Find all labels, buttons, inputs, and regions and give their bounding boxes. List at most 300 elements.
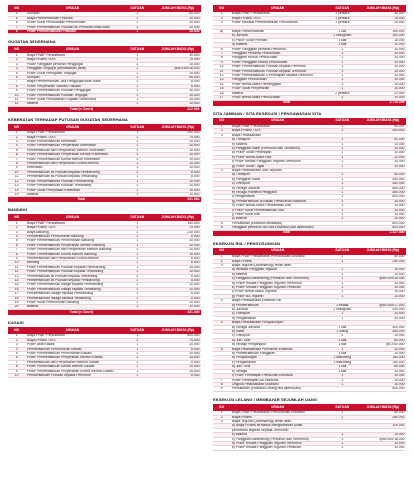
cell-jumlah: 10.000	[155, 252, 201, 256]
cell-satuan: 1	[325, 191, 360, 195]
cell-no: a)	[213, 30, 230, 34]
cell-satuan: 1	[325, 195, 360, 199]
cell-uraian: Sumpah	[25, 12, 120, 16]
cell-jumlah: 10.000	[360, 213, 406, 217]
cell-no: 6	[8, 75, 25, 79]
cell-jumlah: 8.000	[155, 257, 201, 261]
cell-uraian: Panggilan Tergugat (berdasarkan jarak)	[25, 67, 120, 71]
cell-satuan: 1	[325, 151, 360, 155]
cell-satuan: 1 perkara	[325, 16, 360, 20]
cell-satuan: 1	[120, 157, 155, 161]
cell-uraian: a) Pemberitahuan	[230, 303, 325, 307]
cell-uraian: c) Pengamanan	[230, 360, 325, 364]
cell-jumlah: 8.000	[155, 175, 201, 179]
cell-no: 3	[8, 62, 25, 66]
cell-uraian: Biaya PNBP Pendaftaran Permohonan Eksekusi	[230, 255, 325, 259]
cell-jumlah: 10.000	[155, 343, 201, 347]
cell-jumlah: 50.000	[360, 125, 406, 129]
cell-jumlah: 8.000	[155, 261, 201, 265]
cell-satuan: 1	[120, 102, 155, 106]
cell-uraian: d) Juru Tulis	[230, 338, 325, 342]
cell-satuan: 1	[325, 374, 360, 378]
cell-jumlah: 50.000	[360, 255, 406, 259]
cell-satuan: 1	[120, 184, 155, 188]
cell-jumlah: 10.000	[360, 290, 406, 294]
cell-jumlah: 8.000	[155, 347, 201, 351]
cell-uraian: PNBP Pemberitahuan Putusan kepada Pemohon	[230, 65, 325, 69]
column-header-jumlah: JUMLAH BIAYA (Rp)	[360, 118, 406, 125]
cell-jumlah: 10.000	[155, 270, 201, 274]
cell-jumlah: 10.000	[360, 352, 406, 356]
cell-uraian: c) Transport	[230, 312, 325, 316]
cell-uraian: PNBP Pemberitahuan Kontra Memori Keberatan	[25, 157, 120, 161]
cell-satuan: 1	[120, 188, 155, 192]
cell-no: 7	[8, 360, 25, 364]
cell-jumlah: 10.000	[155, 62, 201, 66]
cell-uraian: Biaya Teguran (Aanmaning) terdiri atas:	[230, 263, 325, 267]
cell-no: 17	[213, 96, 230, 100]
table-header-row	[213, 248, 406, 255]
right-column	[213, 2, 406, 480]
cell-no: 12	[8, 102, 25, 106]
cell-no: 1	[8, 221, 25, 225]
cell-uraian: Materai	[25, 305, 120, 309]
cell-jumlah: 10.000	[155, 16, 201, 20]
cell-no: 1	[8, 334, 25, 338]
cell-no: 5	[213, 221, 230, 225]
cell-satuan: 1	[120, 274, 155, 278]
cell-jumlah: 10.000	[360, 60, 406, 64]
cell-satuan: 1	[120, 373, 155, 377]
cell-satuan: 1	[325, 82, 360, 86]
cell-uraian: b) Panggilan Saksi	[230, 177, 325, 181]
cell-jumlah: 8.000	[155, 80, 201, 84]
cell-jumlah: 10.000	[155, 239, 201, 243]
cell-uraian: b) Jurusita	[230, 34, 325, 38]
cell-no: 15	[8, 192, 25, 196]
cell-uraian: PNBP Pemberitahuan Putusan kepada Termohon	[230, 69, 325, 73]
cell-uraian: PNBP Akta Kasasi	[25, 343, 120, 347]
cell-satuan: 1	[120, 226, 155, 230]
cell-uraian: Pemberitahuan Putusan kepada Pemohon	[25, 373, 120, 377]
cell-uraian: Biaya PNBP Pendaftaran	[25, 334, 120, 338]
cell-uraian: Biaya Pelaksanaan Eksekusi Riil:	[230, 299, 325, 303]
cell-jumlah: 10.000	[360, 56, 406, 60]
column-header-uraian: URAIAN	[25, 46, 120, 53]
cell-satuan	[325, 387, 360, 391]
cell-uraian: Biaya PNBP Pendaftaran	[25, 131, 120, 135]
cell-uraian: f) PNBP Berita Acara Teguran	[230, 290, 325, 294]
fee-table	[213, 118, 406, 236]
cell-no: 2	[8, 135, 25, 139]
cell-satuan: 1 kali	[325, 43, 360, 47]
cell-jumlah: 6.000	[155, 84, 201, 88]
cell-satuan: 1	[120, 248, 155, 252]
cell-satuan: 1	[325, 186, 360, 190]
cell-no: 3	[213, 21, 230, 25]
column-header-jumlah: JUMLAH BIAYA (Rp)	[155, 327, 201, 334]
cell-uraian: Panggilan Pertama Pencocokan	[230, 52, 325, 56]
cell-uraian: PNBP Pemberitahuan Inzage kepada Terbanding	[25, 287, 120, 291]
column-header-jumlah: JUMLAH BIAYA (Rp)	[360, 5, 406, 12]
cell-no: 4	[8, 12, 25, 16]
cell-no: 2	[213, 259, 230, 263]
cell-uraian: Biaya Pelaksanaan Pemulihan Eksekusi	[230, 347, 325, 351]
cell-satuan: 1	[325, 213, 360, 217]
cell-no: 11	[8, 265, 25, 269]
cell-uraian: Pemberitahuan Permohonan Kasasi	[25, 347, 120, 351]
table-row	[213, 446, 406, 450]
cell-no: 6	[8, 243, 25, 247]
column-header-satuan: SATUAN	[325, 5, 360, 12]
cell-jumlah: 60.000	[155, 75, 201, 79]
fee-table	[8, 214, 201, 315]
cell-uraian: Biaya Proses / ATK	[230, 16, 325, 20]
cell-satuan: 1	[120, 71, 155, 75]
cell-jumlah: 8.000	[155, 296, 201, 300]
cell-jumlah: 10.000	[360, 347, 406, 351]
cell-jumlah: 8.000	[155, 234, 201, 238]
cell-no: 7	[8, 157, 25, 161]
cell-satuan: 1 kali	[325, 343, 360, 347]
cell-satuan: 1	[120, 25, 155, 29]
cell-satuan: 1 perkara	[325, 12, 360, 16]
cell-uraian: Pencabutan (Eksekusi dinaikkan)	[230, 221, 325, 225]
cell-satuan: 1	[120, 89, 155, 93]
cell-satuan: 1	[120, 292, 155, 296]
cell-satuan: 1	[325, 65, 360, 69]
cell-uraian: Biaya Proses / ATK	[25, 226, 120, 230]
cell-no: 5	[8, 239, 25, 243]
cell-jumlah: 10.000	[155, 356, 201, 360]
cell-no: 4	[213, 299, 230, 303]
cell-jumlah: 10.000	[360, 21, 406, 25]
cell-jumlah: 10.000	[155, 153, 201, 157]
cell-jumlah: 250.000	[360, 259, 406, 263]
cell-jumlah: 500.000	[360, 226, 406, 230]
cell-no: 6	[8, 153, 25, 157]
cell-no: 13	[8, 274, 25, 278]
cell-satuan: 1	[325, 173, 360, 177]
cell-no: 4	[8, 234, 25, 238]
cell-jumlah: 50.000	[360, 138, 406, 142]
cell-uraian: Biaya Pemberitahuan Jika Penggugat tidak Hadir	[25, 80, 120, 84]
cell-uraian: Biaya Proses / ATK	[25, 58, 120, 62]
cell-uraian: PNBP Surat Penyerahan	[230, 87, 325, 91]
cell-satuan: 1	[120, 153, 155, 157]
column-header-satuan: SATUAN	[325, 118, 360, 125]
cell-no: 5	[8, 71, 25, 75]
cell-no: 4	[213, 169, 230, 173]
section-title: GUGATAN SEDERHANA	[8, 39, 56, 45]
cell-no: 1	[8, 53, 25, 57]
cell-no: 11	[8, 175, 25, 179]
cell-satuan: 1	[120, 234, 155, 238]
cell-uraian: PNBP Surat Pendudukan Permohonan	[25, 21, 120, 25]
cell-satuan: 1	[325, 74, 360, 78]
cell-jumlah: 250.000	[360, 129, 406, 133]
cell-uraian: f) PNBP Penetapan Pemulihan Eksekusi	[230, 374, 325, 378]
cell-no: 14	[213, 82, 230, 86]
cell-uraian: d) PNBP Relaas Panggilan Teguran Termohon	[230, 281, 325, 285]
cell-jumlah: 80.000	[360, 365, 406, 369]
cell-no: 9	[213, 60, 230, 64]
column-header-uraian: URAIAN	[230, 118, 325, 125]
cell-uraian: PNBP Surat Permohonan Banding	[25, 301, 120, 305]
cell-no: 7	[8, 80, 25, 84]
cell-jumlah: 450.000	[360, 330, 406, 334]
cell-jumlah: 10.000	[360, 87, 406, 91]
fee-table	[8, 124, 201, 203]
cell-jumlah: 125.000	[360, 424, 406, 428]
cell-jumlah: 500.000	[360, 221, 406, 225]
cell-jumlah: 150.000	[360, 356, 406, 360]
cell-uraian: g) PNBP BA Teguran	[230, 294, 325, 298]
cell-jumlah: 10.000	[360, 78, 406, 82]
total-label: Total (n Court)	[8, 106, 155, 112]
cell-satuan: 1	[120, 16, 155, 20]
cell-uraian: Panggilan Pencocokan	[230, 78, 325, 82]
cell-no: 15	[8, 283, 25, 287]
cell-no: 9	[8, 257, 25, 261]
cell-jumlah: 10.000	[155, 184, 201, 188]
cell-uraian: d) PNBP Relaas Panggilan Teguran Termohon	[230, 442, 325, 446]
column-header-jumlah: JUMLAH BIAYA (Rp)	[155, 214, 201, 221]
cell-satuan: 1	[120, 356, 155, 360]
cell-no: 1	[213, 125, 230, 129]
total-label: Total	[213, 230, 360, 236]
total-value: 1.710.000	[360, 100, 406, 106]
cell-no: 11	[8, 97, 25, 101]
cell-satuan: 1	[120, 369, 155, 373]
cell-uraian: PNBP Pemberitahuan Putusan Penggugat	[25, 89, 120, 93]
cell-uraian: Biaya Proses / ATK	[230, 129, 325, 133]
cell-jumlah: 8.000	[155, 373, 201, 377]
cell-jumlah: 10.000	[360, 160, 406, 164]
cell-jumlah: 100.000	[360, 34, 406, 38]
cell-satuan: 1	[325, 411, 360, 415]
column-header-no: NO	[8, 5, 25, 12]
cell-satuan: 1	[325, 69, 360, 73]
cell-jumlah: 10.000	[155, 89, 201, 93]
cell-jumlah: 10.000	[155, 179, 201, 183]
column-header-jumlah: JUMLAH BIAYA (Rp)	[155, 124, 201, 131]
cell-no: 12	[8, 179, 25, 183]
cell-uraian: c) Transport	[230, 182, 325, 186]
column-header-uraian: URAIAN	[230, 248, 325, 255]
cell-satuan: 1	[120, 230, 155, 234]
cell-no: 1	[213, 411, 230, 415]
cell-satuan: 1	[325, 78, 360, 82]
cell-uraian: d) Materai	[230, 43, 325, 47]
total-row	[8, 197, 201, 203]
cell-satuan: 1	[120, 93, 155, 97]
cell-no: 3	[213, 263, 230, 267]
cell-uraian: Materai	[25, 102, 120, 106]
cell-jumlah: 10.000	[360, 69, 406, 73]
cell-no: 8	[8, 162, 25, 166]
cell-jumlah: 10.000	[155, 102, 201, 106]
column-header-uraian: URAIAN	[25, 124, 120, 131]
cell-jumlah: 10.000	[360, 151, 406, 155]
cell-jumlah: 10.000	[360, 47, 406, 51]
cell-satuan: 1	[120, 287, 155, 291]
cell-jumlah: @80.000/18.000	[360, 437, 406, 441]
cell-uraian: PNBP Pemberitahuan Putusan ke Pemohon tidak hadir	[25, 25, 120, 29]
cell-jumlah: 10.000	[360, 74, 406, 78]
column-header-uraian: URAIAN	[230, 404, 325, 411]
cell-jumlah: 450.000	[360, 186, 406, 190]
cell-uraian: PNBP Pemberitahuan Penyerahan Memori Kasasi	[25, 356, 120, 360]
cell-uraian: Biaya Proses	[230, 259, 325, 263]
cell-satuan: 1	[120, 257, 155, 261]
cell-satuan: 1	[325, 272, 360, 276]
cell-uraian: e) Tenaga Pengangkut	[230, 343, 325, 347]
cell-jumlah: 10.000	[360, 164, 406, 168]
column-header-no: NO	[8, 327, 25, 334]
cell-no: 18	[8, 296, 25, 300]
cell-satuan: 1	[325, 125, 360, 129]
cell-satuan: 1	[120, 343, 155, 347]
column-header-satuan: SATUAN	[325, 248, 360, 255]
cell-uraian: e) PNBP Berita Acara Sita	[230, 155, 325, 159]
cell-no: 3	[213, 419, 230, 423]
cell-jumlah: 150.000	[155, 221, 201, 225]
cell-jumlah: 10.000	[155, 21, 201, 25]
cell-jumlah: 10.000	[155, 283, 201, 287]
cell-uraian: Biaya Proses / ATK	[25, 135, 120, 139]
cell-no: 12	[8, 270, 25, 274]
cell-jumlah: 210.000	[155, 230, 201, 234]
cell-uraian: PNBP Berita Acara Pemanggilan	[230, 82, 325, 86]
cell-uraian: d) PNBP Surat Penetapan	[230, 151, 325, 155]
cell-uraian: a) Biaya Proses termasuk menghadirkan pihak	[230, 424, 325, 428]
cell-no: 7	[213, 378, 230, 382]
cell-satuan: 1	[120, 360, 155, 364]
cell-no: 9	[8, 369, 25, 373]
cell-no: 10	[8, 373, 25, 377]
cell-satuan: 1	[325, 268, 360, 272]
cell-no: 7	[213, 52, 230, 56]
cell-uraian: d) Tenaga Jurusita	[230, 186, 325, 190]
cell-no: 2	[213, 415, 230, 419]
cell-satuan: 1	[120, 338, 155, 342]
cell-jumlah: 8.000	[155, 279, 201, 283]
total-row	[213, 100, 406, 106]
cell-satuan: 1 kali	[325, 352, 360, 356]
cell-satuan: 1	[120, 12, 155, 16]
cell-satuan: 1	[325, 312, 360, 316]
cell-jumlah: 75.000	[360, 16, 406, 20]
column-header-uraian: URAIAN	[230, 5, 325, 12]
cell-jumlah: 10.000	[360, 281, 406, 285]
column-header-satuan: SATUAN	[120, 327, 155, 334]
cell-satuan: 1	[120, 334, 155, 338]
cell-uraian: Pemberitahuan Isi Putusan kepada Terbanding	[25, 175, 120, 179]
cell-uraian: Banding	[25, 261, 120, 265]
cell-uraian: PNBP Berita Acara Pencocokan	[230, 96, 325, 100]
cell-no: 6	[8, 21, 25, 25]
cell-no: 14	[8, 188, 25, 192]
column-header-no: NO	[213, 118, 230, 125]
cell-satuan: 2 perkara	[325, 91, 360, 95]
cell-uraian: e) Tenaga Panitera Pengganti	[230, 191, 325, 195]
table-row	[8, 30, 201, 34]
cell-jumlah: 150.000	[360, 30, 406, 34]
cell-jumlah: 500.000	[360, 387, 406, 391]
cell-uraian: f) Pengamanan	[230, 195, 325, 199]
cell-jumlah: 10.000	[155, 166, 201, 170]
cell-jumlah: @1.000.000	[360, 343, 406, 347]
cell-jumlah: 10.000	[155, 25, 201, 29]
cell-no: 6	[213, 226, 230, 230]
cell-uraian: Pemberitahuan dan Penyerahan Kontra Memori	[25, 162, 120, 166]
cell-uraian: Biaya Banding	[25, 230, 120, 234]
cell-uraian: Pemberitahuan Isi Putusan kepada Pembanding	[25, 279, 120, 283]
cell-jumlah: 10.000	[360, 38, 406, 42]
cell-satuan: 1	[325, 138, 360, 142]
total-value: 421.300	[155, 309, 201, 315]
cell-uraian: k) Materai	[230, 217, 325, 221]
cell-uraian: PNBP Pemberitahuan Inzage kepada Pembanding	[25, 283, 120, 287]
cell-jumlah: 60.000	[155, 12, 201, 16]
cell-satuan: 1	[120, 170, 155, 174]
cell-jumlah: 20.000	[360, 91, 406, 95]
cell-jumlah: 500.000	[360, 195, 406, 199]
cell-uraian: Pemberitahuan Permohonan Banding	[25, 234, 120, 238]
cell-no: 2	[8, 338, 25, 342]
table-header-row	[213, 5, 406, 12]
cell-satuan: 1	[325, 204, 360, 208]
cell-jumlah: 80.000	[360, 338, 406, 342]
column-header-no: NO	[8, 124, 25, 131]
cell-satuan: 1 kali	[325, 325, 360, 329]
table-header-row	[8, 46, 201, 53]
cell-jumlah: 10.000	[155, 301, 201, 305]
cell-no: 3	[8, 343, 25, 347]
cell-jumlah: 8.000	[155, 292, 201, 296]
cell-no: 16	[213, 91, 230, 95]
cell-uraian: c) PNBP Surat Perintah	[230, 38, 325, 42]
cell-uraian: PNBP Pemberitahuan Penyerahan Kontra Memori Kasasi	[25, 369, 120, 373]
cell-satuan: 1	[120, 21, 155, 25]
cell-jumlah: 75.000	[155, 135, 201, 139]
cell-uraian: Panggilan Kedua Pencocokan	[230, 56, 325, 60]
cell-no: 5	[213, 321, 230, 325]
cell-no: 1	[213, 12, 230, 16]
cell-jumlah: 10.000	[155, 287, 201, 291]
table-row	[8, 373, 201, 377]
cell-uraian: b) Saksi	[230, 330, 325, 334]
cell-uraian: c) Transport	[230, 334, 325, 338]
cell-uraian: Pemberitahuan Inzage kepada Terbanding	[25, 296, 120, 300]
cell-no: 5	[8, 148, 25, 152]
cell-jumlah: 10.000	[155, 188, 201, 192]
cell-uraian: b) Materai	[230, 433, 325, 437]
cell-satuan: 1 orang/hari	[325, 34, 360, 38]
section-title: BANDING	[8, 207, 28, 213]
cell-no: 8	[8, 365, 25, 369]
cell-no: 17	[8, 292, 25, 296]
cell-uraian: PNBP Pemberitahuan Putusan kepada Pembanding	[25, 265, 120, 269]
cell-no: 6	[213, 47, 230, 51]
cell-satuan: 2 orang	[325, 330, 360, 334]
cell-satuan: 1	[120, 261, 155, 265]
cell-satuan: 1	[120, 192, 155, 196]
cell-jumlah: 10.000	[360, 378, 406, 382]
left-column	[8, 2, 201, 480]
cell-jumlah: 10.000	[360, 268, 406, 272]
